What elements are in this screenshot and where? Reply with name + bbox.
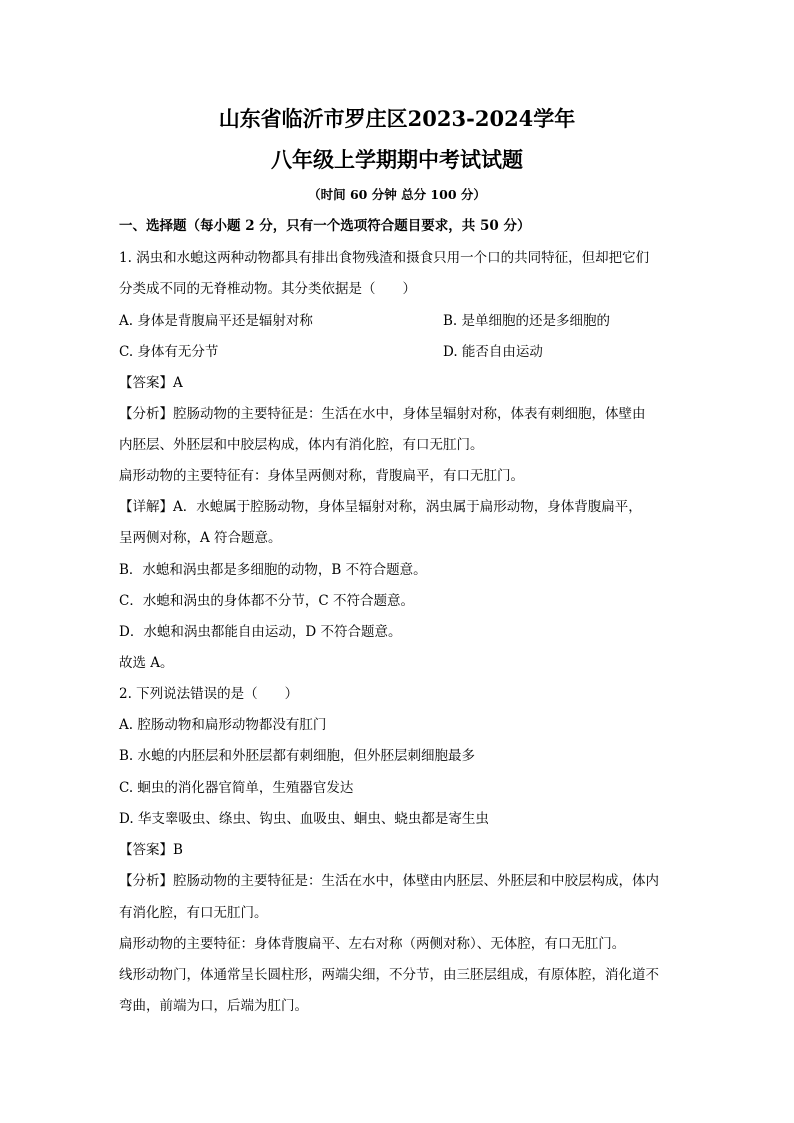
- document-title-line1: 山东省临沂市罗庄区2023-2024学年: [218, 106, 576, 131]
- q1-detail-line3: B．水螅和涡虫都是多细胞的动物，B 不符合题意。: [119, 562, 427, 578]
- q2-option-d: D. 华支睾吸虫、绦虫、钩虫、血吸虫、蛔虫、蛲虫都是寄生虫: [119, 811, 489, 827]
- q1-answer: 【答案】A: [119, 375, 183, 391]
- q1-option-c: C. 身体有无分节: [119, 344, 219, 360]
- q2-analysis-line2: 有消化腔，有口无肛门。: [119, 905, 268, 921]
- q1-analysis-line3: 扁形动物的主要特征有：身体呈两侧对称，背腹扁平，有口无肛门。: [119, 468, 524, 484]
- q1-stem-line1: 1. 涡虫和水螅这两种动物都具有排出食物残渣和摄食只用一个口的共同特征，但却把它们: [119, 250, 650, 266]
- q1-detail-line5: D．水螅和涡虫都能自由运动，D 不符合题意。: [119, 624, 402, 640]
- q1-detail-line1: 【详解】A．水螅属于腔肠动物，身体呈辐射对称，涡虫属于扁形动物，身体背腹扁平，: [119, 499, 642, 515]
- q2-option-a: A. 腔肠动物和扁形动物都没有肛门: [119, 717, 327, 733]
- q2-stem: 2. 下列说法错误的是（ ）: [119, 686, 299, 702]
- q1-conclusion: 故选 A。: [119, 655, 174, 671]
- q1-detail-line2: 呈两侧对称，A 符合题意。: [119, 530, 282, 546]
- document-title-line2: 八年级上学期期中考试试题: [271, 147, 523, 172]
- q1-option-a: A. 身体是背腹扁平还是辐射对称: [119, 313, 313, 329]
- q1-detail-line4: C．水螅和涡虫的身体都不分节，C 不符合题意。: [119, 593, 414, 609]
- q1-option-b: B. 是单细胞的还是多细胞的: [443, 313, 611, 329]
- q1-analysis-line2: 内胚层、外胚层和中胶层构成，体内有消化腔，有口无肛门。: [119, 437, 484, 453]
- q1-stem-line2: 分类成不同的无脊椎动物。其分类依据是（ ）: [119, 281, 416, 297]
- q2-option-b: B. 水螅的内胚层和外胚层都有刺细胞，但外胚层刺细胞最多: [119, 748, 476, 764]
- q2-answer: 【答案】B: [119, 842, 183, 858]
- q1-option-d: D. 能否自由运动: [443, 344, 543, 360]
- q2-analysis-line1: 【分析】腔肠动物的主要特征是：生活在水中，体壁由内胚层、外胚层和中胶层构成，体内: [119, 873, 659, 889]
- q2-analysis-line3: 扁形动物的主要特征：身体背腹扁平、左右对称（两侧对称）、无体腔，有口无肛门。: [119, 936, 626, 952]
- q2-analysis-line4: 线形动物门，体通常呈长圆柱形，两端尖细，不分节，由三胚层组成，有原体腔，消化道不: [119, 967, 659, 983]
- exam-info: （时间 60 分钟 总分 100 分）: [308, 187, 486, 202]
- q2-option-c: C. 蛔虫的消化器官简单，生殖器官发达: [119, 780, 354, 796]
- q2-analysis-line5: 弯曲，前端为口，后端为肛门。: [119, 998, 308, 1014]
- section-heading: 一、选择题（每小题 2 分，只有一个选项符合题目要求，共 50 分）: [119, 218, 531, 234]
- q1-analysis-line1: 【分析】腔肠动物的主要特征是：生活在水中，身体呈辐射对称，体表有刺细胞，体壁由: [119, 406, 646, 422]
